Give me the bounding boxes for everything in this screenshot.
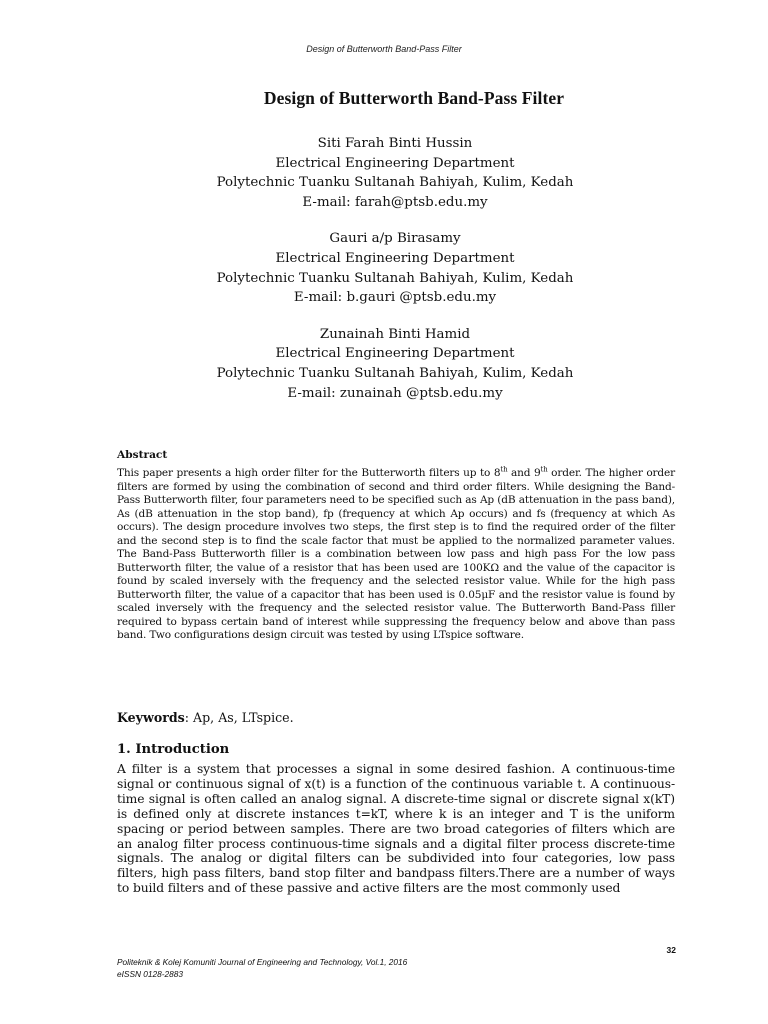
running-head: Design of Butterworth Band-Pass Filter: [306, 44, 462, 54]
page-number: 32: [666, 945, 676, 955]
author-department: Electrical Engineering Department: [275, 250, 515, 266]
footer: [117, 956, 617, 980]
ordinal-superscript: th: [540, 465, 548, 474]
keywords-value: : Ap, As, LTspice.: [184, 710, 294, 725]
author-affiliation: Polytechnic Tuanku Sultanah Bahiyah, Kulim, Kedah: [216, 365, 574, 381]
author-2: [118, 229, 672, 307]
ordinal-superscript: th: [500, 465, 508, 474]
abstract-text-part: order. The higher order filters are formed by using the combination of second and third order filters. While designing the Band-Pass Butterworth filter, four parameters need to be specified such as Ap (dB attenuation in the pass band), As (dB attenuation in the stop band), fp (frequency at which Ap occurs) and fs (frequency at which As occurs). The design procedure involves two steps, the first step is to find the required order of the filter and the second step is to find the scale factor that must be applied to the normalized parameter values. The Band-Pass Butterworth filler is a combination between low pass and high pass For the low pass Butterworth filter, the value of a resistor that has been used are 100KΩ and the value of the capacitor is found by scaled inversely with the frequency and the selected resistor value. While for the high pass Butterworth filter, the value of a capacitor that has been used is 0.05μF and the resistor value is found by scaled inversely with the frequency and the selected resistor value. The Butterworth Band-Pass filler required to bypass certain band of interest while suppressing the frequency below and above than pass band. Two configurations design circuit was tested by using LTspice software.: [117, 467, 676, 641]
author-name: Zunainah Binti Hamid: [319, 326, 471, 342]
author-affiliation: Polytechnic Tuanku Sultanah Bahiyah, Kulim, Kedah: [216, 270, 574, 286]
author-block: [118, 134, 672, 420]
author-name: Gauri a/p Birasamy: [329, 231, 461, 247]
author-1: [118, 134, 672, 212]
paper-title: Design of Butterworth Band-Pass Filter: [263, 88, 565, 108]
author-email: E-mail: farah@ptsb.edu.my: [302, 194, 488, 210]
author-department: Electrical Engineering Department: [275, 155, 515, 171]
footer-journal: Politeknik & Kolej Komuniti Journal of Engineering and Technology, Vol.1, 2016: [117, 957, 408, 967]
author-affiliation: Polytechnic Tuanku Sultanah Bahiyah, Kulim, Kedah: [216, 175, 574, 191]
author-email: E-mail: zunainah @ptsb.edu.my: [287, 385, 503, 401]
author-department: Electrical Engineering Department: [275, 346, 515, 362]
abstract-heading: Abstract: [117, 449, 168, 461]
keywords-label: Keywords: [117, 710, 185, 725]
author-name: Siti Farah Binti Hussin: [317, 136, 473, 151]
author-email: E-mail: b.gauri @ptsb.edu.my: [293, 290, 497, 306]
introduction-text: A filter is a system that processes a signal in some desired fashion. A continuous-time signal or continuous signal of x(t) is a function of the continuous variable t. A continuous-time signal is often called an analog signal. A discrete-time signal or discrete signal x(kT) is defined only at discrete instances t=kT, where k is an integer and T is the uniform spacing or period between samples. There are two broad categories of filters which are an analog filter process continuous-time signals and a digital filter process discrete-time signals. The analog or digital filters can be subdivided into four categories, low pass filters, high pass filters, band stop filter and bandpass filters.There are a number of ways to build filters and of these passive and active filters are the most commonly used: [117, 762, 675, 896]
keywords-line: [117, 710, 675, 725]
section-heading-introduction: 1. Introduction: [117, 742, 230, 757]
abstract-text-part: and 9: [507, 467, 541, 479]
abstract-text-part: This paper presents a high order filter for the Butterworth filters up to 8: [117, 467, 501, 479]
author-3: [118, 325, 672, 403]
footer-issn: eISSN 0128-2883: [117, 969, 183, 979]
abstract-text: [117, 467, 675, 643]
